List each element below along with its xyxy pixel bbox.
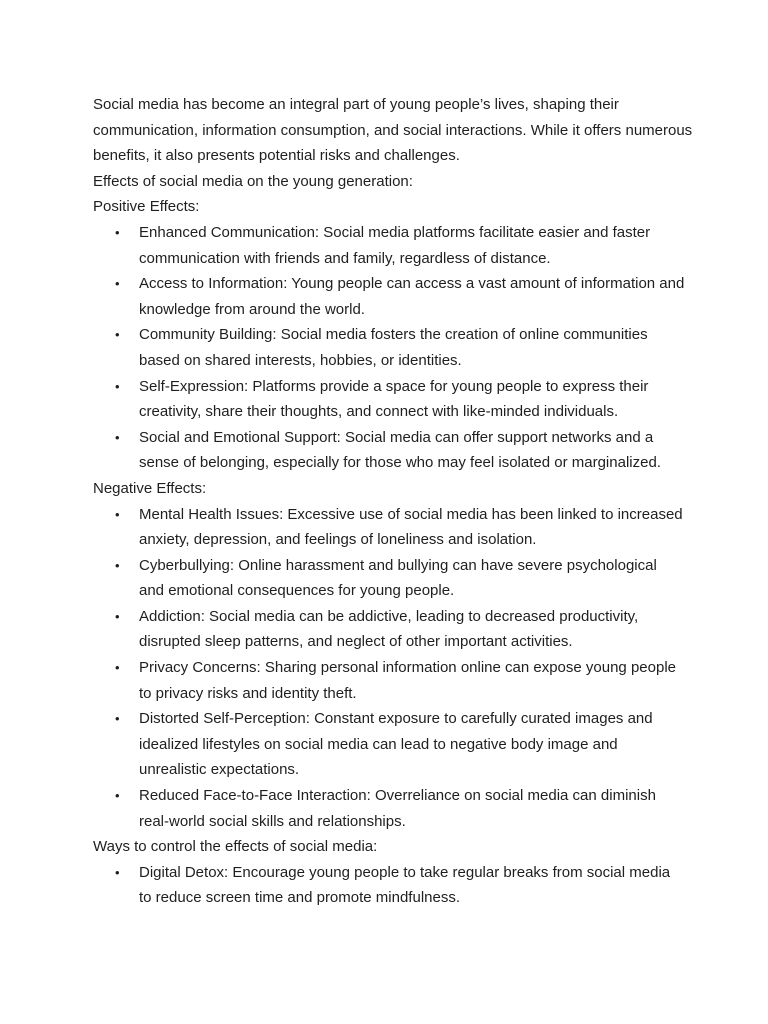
- bullet-icon: •: [115, 660, 120, 676]
- list-item: [93, 374, 693, 425]
- list-item: [93, 706, 693, 783]
- bullet-icon: •: [115, 276, 120, 292]
- document-page: [93, 92, 693, 911]
- bullet-icon: •: [115, 788, 120, 804]
- list-item: [93, 322, 693, 373]
- control-heading: Ways to control the effects of social media:: [93, 838, 378, 856]
- bullet-icon: •: [115, 557, 120, 573]
- list-item-text: Distorted Self-Perception: Constant exposure to carefully curated images and idealized lifestyles on social media can lead to negative body image and unrealistic expectations.: [139, 710, 653, 779]
- list-item-text: Mental Health Issues: Excessive use of social media has been linked to increased anxiety, depression, and feelings of loneliness and isolation.: [139, 505, 683, 549]
- list-item: [93, 860, 693, 911]
- bullet-icon: •: [115, 711, 120, 727]
- list-item-text: Cyberbullying: Online harassment and bullying can have severe psychological and emotional consequences for young people.: [139, 556, 657, 600]
- positive-effects-heading: Positive Effects:: [93, 198, 200, 216]
- bullet-icon: •: [115, 327, 120, 343]
- negative-effects-heading: Negative Effects:: [93, 479, 207, 497]
- list-item: [93, 553, 693, 604]
- effects-heading: Effects of social media on the young generation:: [93, 172, 413, 190]
- list-item: [93, 220, 693, 271]
- negative-effects-list: [93, 502, 693, 835]
- list-item: [93, 271, 693, 322]
- bullet-icon: •: [115, 224, 120, 240]
- list-item-text: Reduced Face-to-Face Interaction: Overreliance on social media can diminish real-world social skills and relationships.: [139, 787, 656, 830]
- list-item-text: Privacy Concerns: Sharing personal information online can expose young people to privacy risks and identity theft.: [139, 659, 676, 702]
- list-item-text: Social and Emotional Support: Social media can offer support networks and a sense of belonging, especially for those who may feel isolated or marginalized.: [139, 428, 661, 472]
- list-item: [93, 783, 693, 834]
- bullet-icon: •: [115, 378, 120, 394]
- bullet-icon: •: [115, 608, 120, 624]
- intro-paragraph: Social media has become an integral part of young people’s lives, shaping their communication, information consumption, and social interactions. While it offers numerous benefits, it also presents potential risks and challenges.: [93, 96, 693, 165]
- control-list: [93, 860, 693, 911]
- list-item-text: Access to Information: Young people can access a vast amount of information and knowledge from around the world.: [139, 275, 685, 318]
- list-item-text: Community Building: Social media fosters the creation of online communities based on shared interests, hobbies, or identities.: [139, 326, 648, 369]
- bullet-icon: •: [115, 506, 120, 522]
- list-item-text: Digital Detox: Encourage young people to take regular breaks from social media to reduce screen time and promote mindfulness.: [139, 863, 671, 907]
- bullet-icon: •: [115, 864, 120, 880]
- list-item: [93, 655, 693, 706]
- list-item-text: Addiction: Social media can be addictive, leading to decreased productivity, disrupted sleep patterns, and neglect of other important activities.: [139, 607, 639, 651]
- list-item-text: Enhanced Communication: Social media platforms facilitate easier and faster communication with friends and family, regardless of distance.: [139, 223, 651, 267]
- list-item-text: Self-Expression: Platforms provide a space for young people to express their creativity, share their thoughts, and connect with like-minded individuals.: [139, 377, 649, 421]
- positive-effects-list: [93, 220, 693, 476]
- list-item: [93, 425, 693, 476]
- list-item: [93, 604, 693, 655]
- list-item: [93, 502, 693, 553]
- bullet-icon: •: [115, 429, 120, 445]
